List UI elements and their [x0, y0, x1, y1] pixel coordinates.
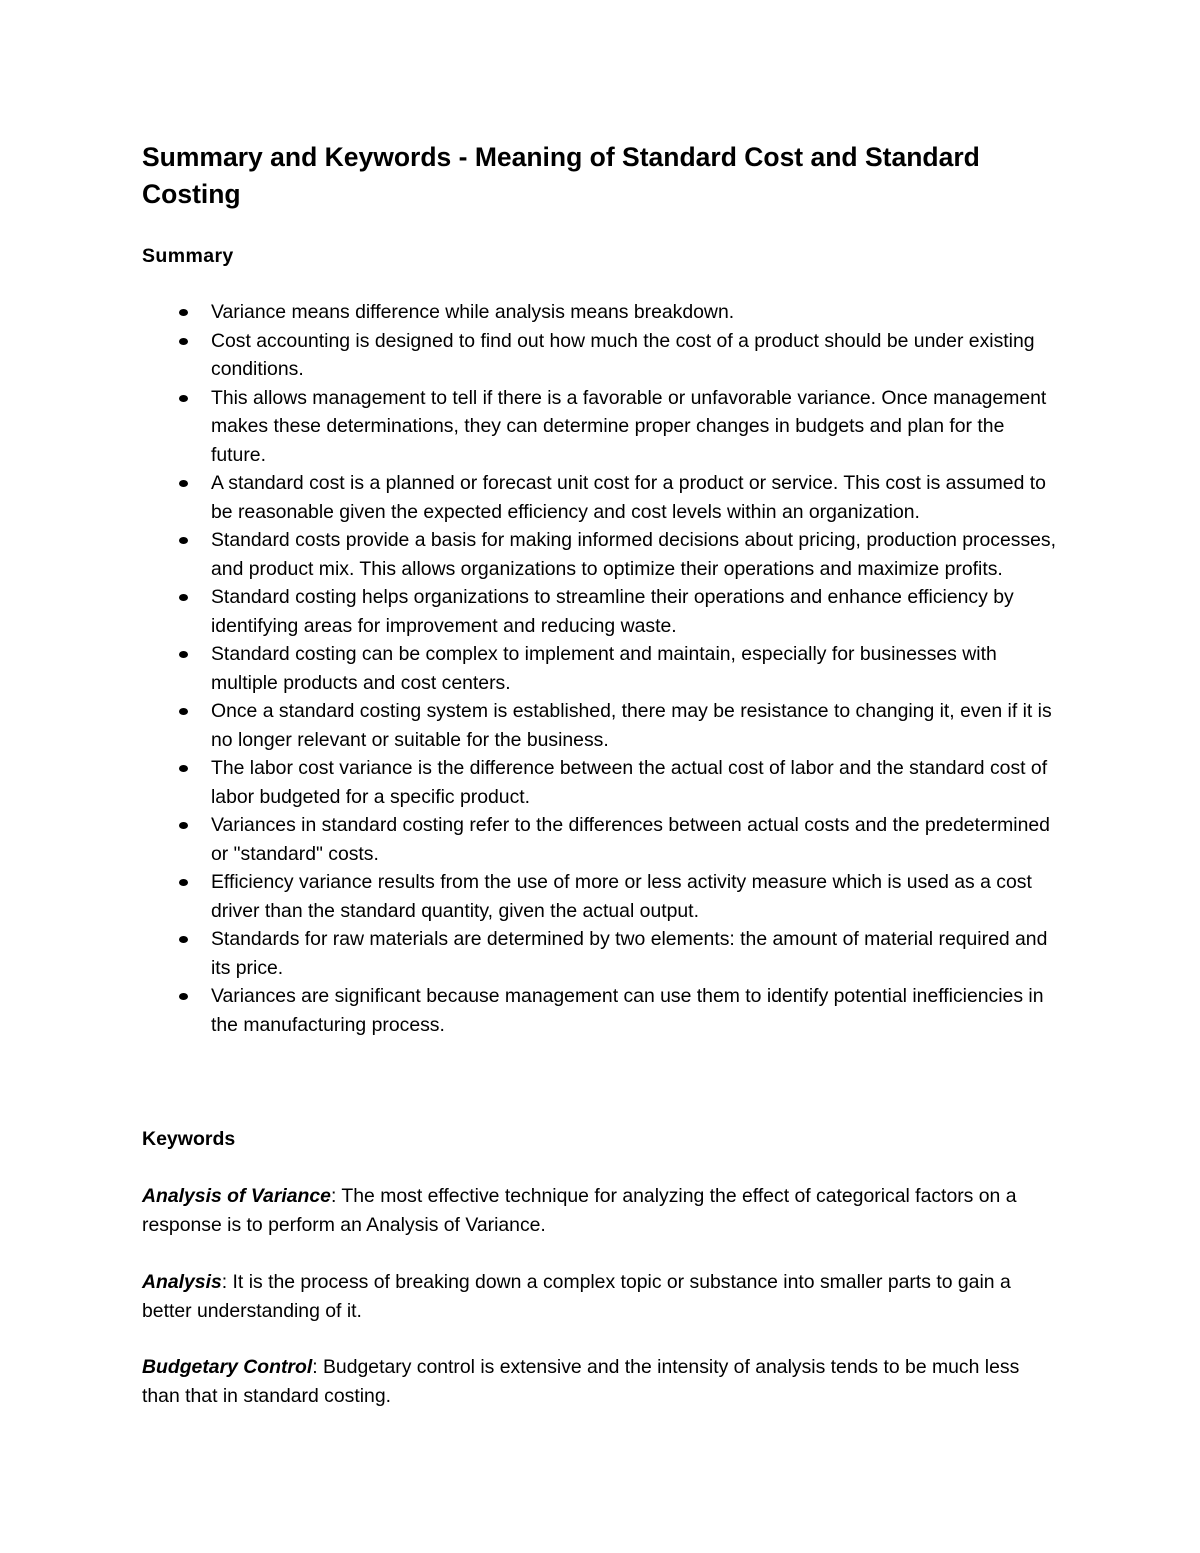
summary-heading: Summary	[142, 245, 234, 267]
summary-item: Efficiency variance results from the use of more or less activity measure which is used as a cost driver than the standard quantity, given the actual output.	[142, 868, 1062, 925]
bullet-icon	[179, 309, 188, 316]
bullet-icon	[179, 480, 188, 487]
bullet-icon	[179, 537, 188, 544]
keyword-term: Analysis of Variance	[142, 1185, 331, 1207]
summary-item: Variance means difference while analysis means breakdown.	[142, 298, 1062, 327]
keyword-entry	[142, 1353, 1057, 1410]
bullet-icon	[179, 594, 188, 601]
bullet-icon	[179, 993, 188, 1000]
bullet-icon	[179, 395, 188, 402]
summary-item: Standard costing can be complex to implement and maintain, especially for businesses with multiple products and cost centers.	[142, 640, 1062, 697]
summary-item: Cost accounting is designed to find out how much the cost of a product should be under existing conditions.	[142, 327, 1062, 384]
bullet-icon	[179, 765, 188, 772]
bullet-icon	[179, 338, 188, 345]
summary-item: Standard costing helps organizations to streamline their operations and enhance efficiency by identifying areas for improvement and reducing waste.	[142, 583, 1062, 640]
bullet-icon	[179, 822, 188, 829]
bullet-icon	[179, 936, 188, 943]
summary-item: Variances are significant because management can use them to identify potential inefficiencies in the manufacturing process.	[142, 982, 1062, 1039]
summary-item: Once a standard costing system is established, there may be resistance to changing it, even if it is no longer relevant or suitable for the business.	[142, 697, 1062, 754]
keyword-definition: : Budgetary control is extensive and the intensity of analysis tends to be much less than that in standard costing.	[142, 1356, 1020, 1407]
summary-item: Standards for raw materials are determined by two elements: the amount of material required and its price.	[142, 925, 1062, 982]
summary-item: Standard costs provide a basis for making informed decisions about pricing, production processes, and product mix. This allows organizations to optimize their operations and maximize profits.	[142, 526, 1062, 583]
bullet-icon	[179, 651, 188, 658]
summary-item: The labor cost variance is the difference between the actual cost of labor and the standard cost of labor budgeted for a specific product.	[142, 754, 1062, 811]
summary-item: A standard cost is a planned or forecast unit cost for a product or service. This cost is assumed to be reasonable given the expected efficiency and cost levels within an organization.	[142, 469, 1062, 526]
bullet-icon	[179, 879, 188, 886]
summary-item: This allows management to tell if there is a favorable or unfavorable variance. Once management makes these determinations, they can determine proper changes in budgets and plan for the future.	[142, 384, 1062, 470]
keywords-heading: Keywords	[142, 1128, 236, 1150]
document-title: Summary and Keywords - Meaning of Standard Cost and Standard Costing	[142, 142, 980, 209]
keyword-entry	[142, 1268, 1057, 1325]
keyword-entry	[142, 1182, 1057, 1239]
summary-item: Variances in standard costing refer to the differences between actual costs and the predetermined or "standard" costs.	[142, 811, 1062, 868]
keyword-definition: : It is the process of breaking down a complex topic or substance into smaller parts to gain a better understanding of it.	[142, 1271, 1011, 1322]
keyword-term: Analysis	[142, 1271, 222, 1293]
keyword-definition: : The most effective technique for analyzing the effect of categorical factors on a response is to perform an Analysis of Variance.	[142, 1185, 1017, 1236]
keyword-term: Budgetary Control	[142, 1356, 313, 1378]
bullet-icon	[179, 708, 188, 715]
summary-list	[142, 298, 1062, 1039]
